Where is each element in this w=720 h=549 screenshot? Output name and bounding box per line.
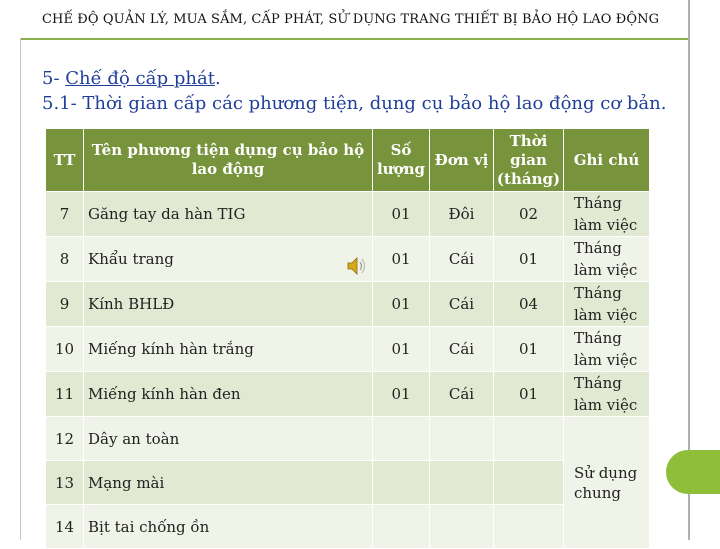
cell-note: Tháng làm việc (564, 372, 650, 417)
header-divider (20, 38, 688, 40)
cell-unit: Đôi (430, 192, 494, 237)
table-header-row (46, 129, 650, 192)
cell-unit (430, 505, 494, 549)
cell-tt: 10 (46, 327, 84, 372)
cell-name: Dây an toàn (84, 417, 373, 461)
table-row (46, 192, 650, 237)
cell-name: Bịt tai chống ồn (84, 505, 373, 549)
cell-time (494, 417, 564, 461)
cell-time: 01 (494, 372, 564, 417)
col-header-qty: Số lượng (373, 129, 430, 192)
cell-note: Tháng làm việc (564, 282, 650, 327)
cell-qty: 01 (373, 327, 430, 372)
section-heading-number: 5- (42, 68, 66, 89)
cell-qty (373, 461, 430, 505)
cell-name: Miếng kính hàn đen (84, 372, 373, 417)
cell-tt: 12 (46, 417, 84, 461)
cell-unit (430, 461, 494, 505)
section-heading-period: . (214, 68, 221, 89)
col-header-name: Tên phương tiện dụng cụ bảo hộ lao động (84, 129, 373, 192)
table-row (46, 461, 650, 505)
col-header-unit: Đơn vị (430, 129, 494, 192)
cell-tt: 11 (46, 372, 84, 417)
cell-unit (430, 417, 494, 461)
cell-time: 01 (494, 237, 564, 282)
table-row (46, 282, 650, 327)
cell-unit: Cái (430, 372, 494, 417)
table-row (46, 505, 650, 549)
cell-time (494, 505, 564, 549)
cell-tt: 13 (46, 461, 84, 505)
cell-name: Kính BHLĐ (84, 282, 373, 327)
cell-unit: Cái (430, 327, 494, 372)
table-row (46, 327, 650, 372)
cell-time: 02 (494, 192, 564, 237)
cell-name: Khẩu trang (84, 237, 373, 282)
equipment-table (46, 129, 650, 549)
col-header-note: Ghi chú (564, 129, 650, 192)
cell-time: 04 (494, 282, 564, 327)
slide-title: CHẾ ĐỘ QUẢN LÝ, MUA SẮM, CẤP PHÁT, SỬ DỤNG TRANG THIẾT BỊ BẢO HỘ LAO ĐỘNG (42, 12, 660, 27)
section-subheading: 5.1- Thời gian cấp các phương tiện, dụng cụ bảo hộ lao động cơ bản. (42, 93, 667, 114)
section-heading (42, 68, 221, 89)
cell-qty (373, 417, 430, 461)
cell-time (494, 461, 564, 505)
cell-qty: 01 (373, 372, 430, 417)
left-border-line (20, 38, 21, 540)
cell-qty: 01 (373, 192, 430, 237)
cell-name: Miếng kính hàn trắng (84, 327, 373, 372)
table-row (46, 417, 650, 461)
slide-header (0, 0, 720, 42)
cell-qty: 01 (373, 237, 430, 282)
speaker-icon[interactable] (346, 255, 368, 277)
cell-tt: 7 (46, 192, 84, 237)
cell-qty (373, 505, 430, 549)
cell-note: Tháng làm việc (564, 327, 650, 372)
slide-tab-marker (666, 450, 720, 494)
col-header-tt: TT (46, 129, 84, 192)
cell-note: Tháng làm việc (564, 237, 650, 282)
cell-unit: Cái (430, 237, 494, 282)
col-header-time: Thời gian (tháng) (494, 129, 564, 192)
cell-qty: 01 (373, 282, 430, 327)
cell-tt: 9 (46, 282, 84, 327)
cell-tt: 8 (46, 237, 84, 282)
cell-note-merged: Sử dụng chung (564, 417, 650, 549)
cell-unit: Cái (430, 282, 494, 327)
table-row (46, 372, 650, 417)
section-heading-text: Chế độ cấp phát (65, 68, 215, 89)
cell-note: Tháng làm việc (564, 192, 650, 237)
cell-time: 01 (494, 327, 564, 372)
cell-name: Găng tay da hàn TIG (84, 192, 373, 237)
cell-tt: 14 (46, 505, 84, 549)
cell-name: Mạng mài (84, 461, 373, 505)
